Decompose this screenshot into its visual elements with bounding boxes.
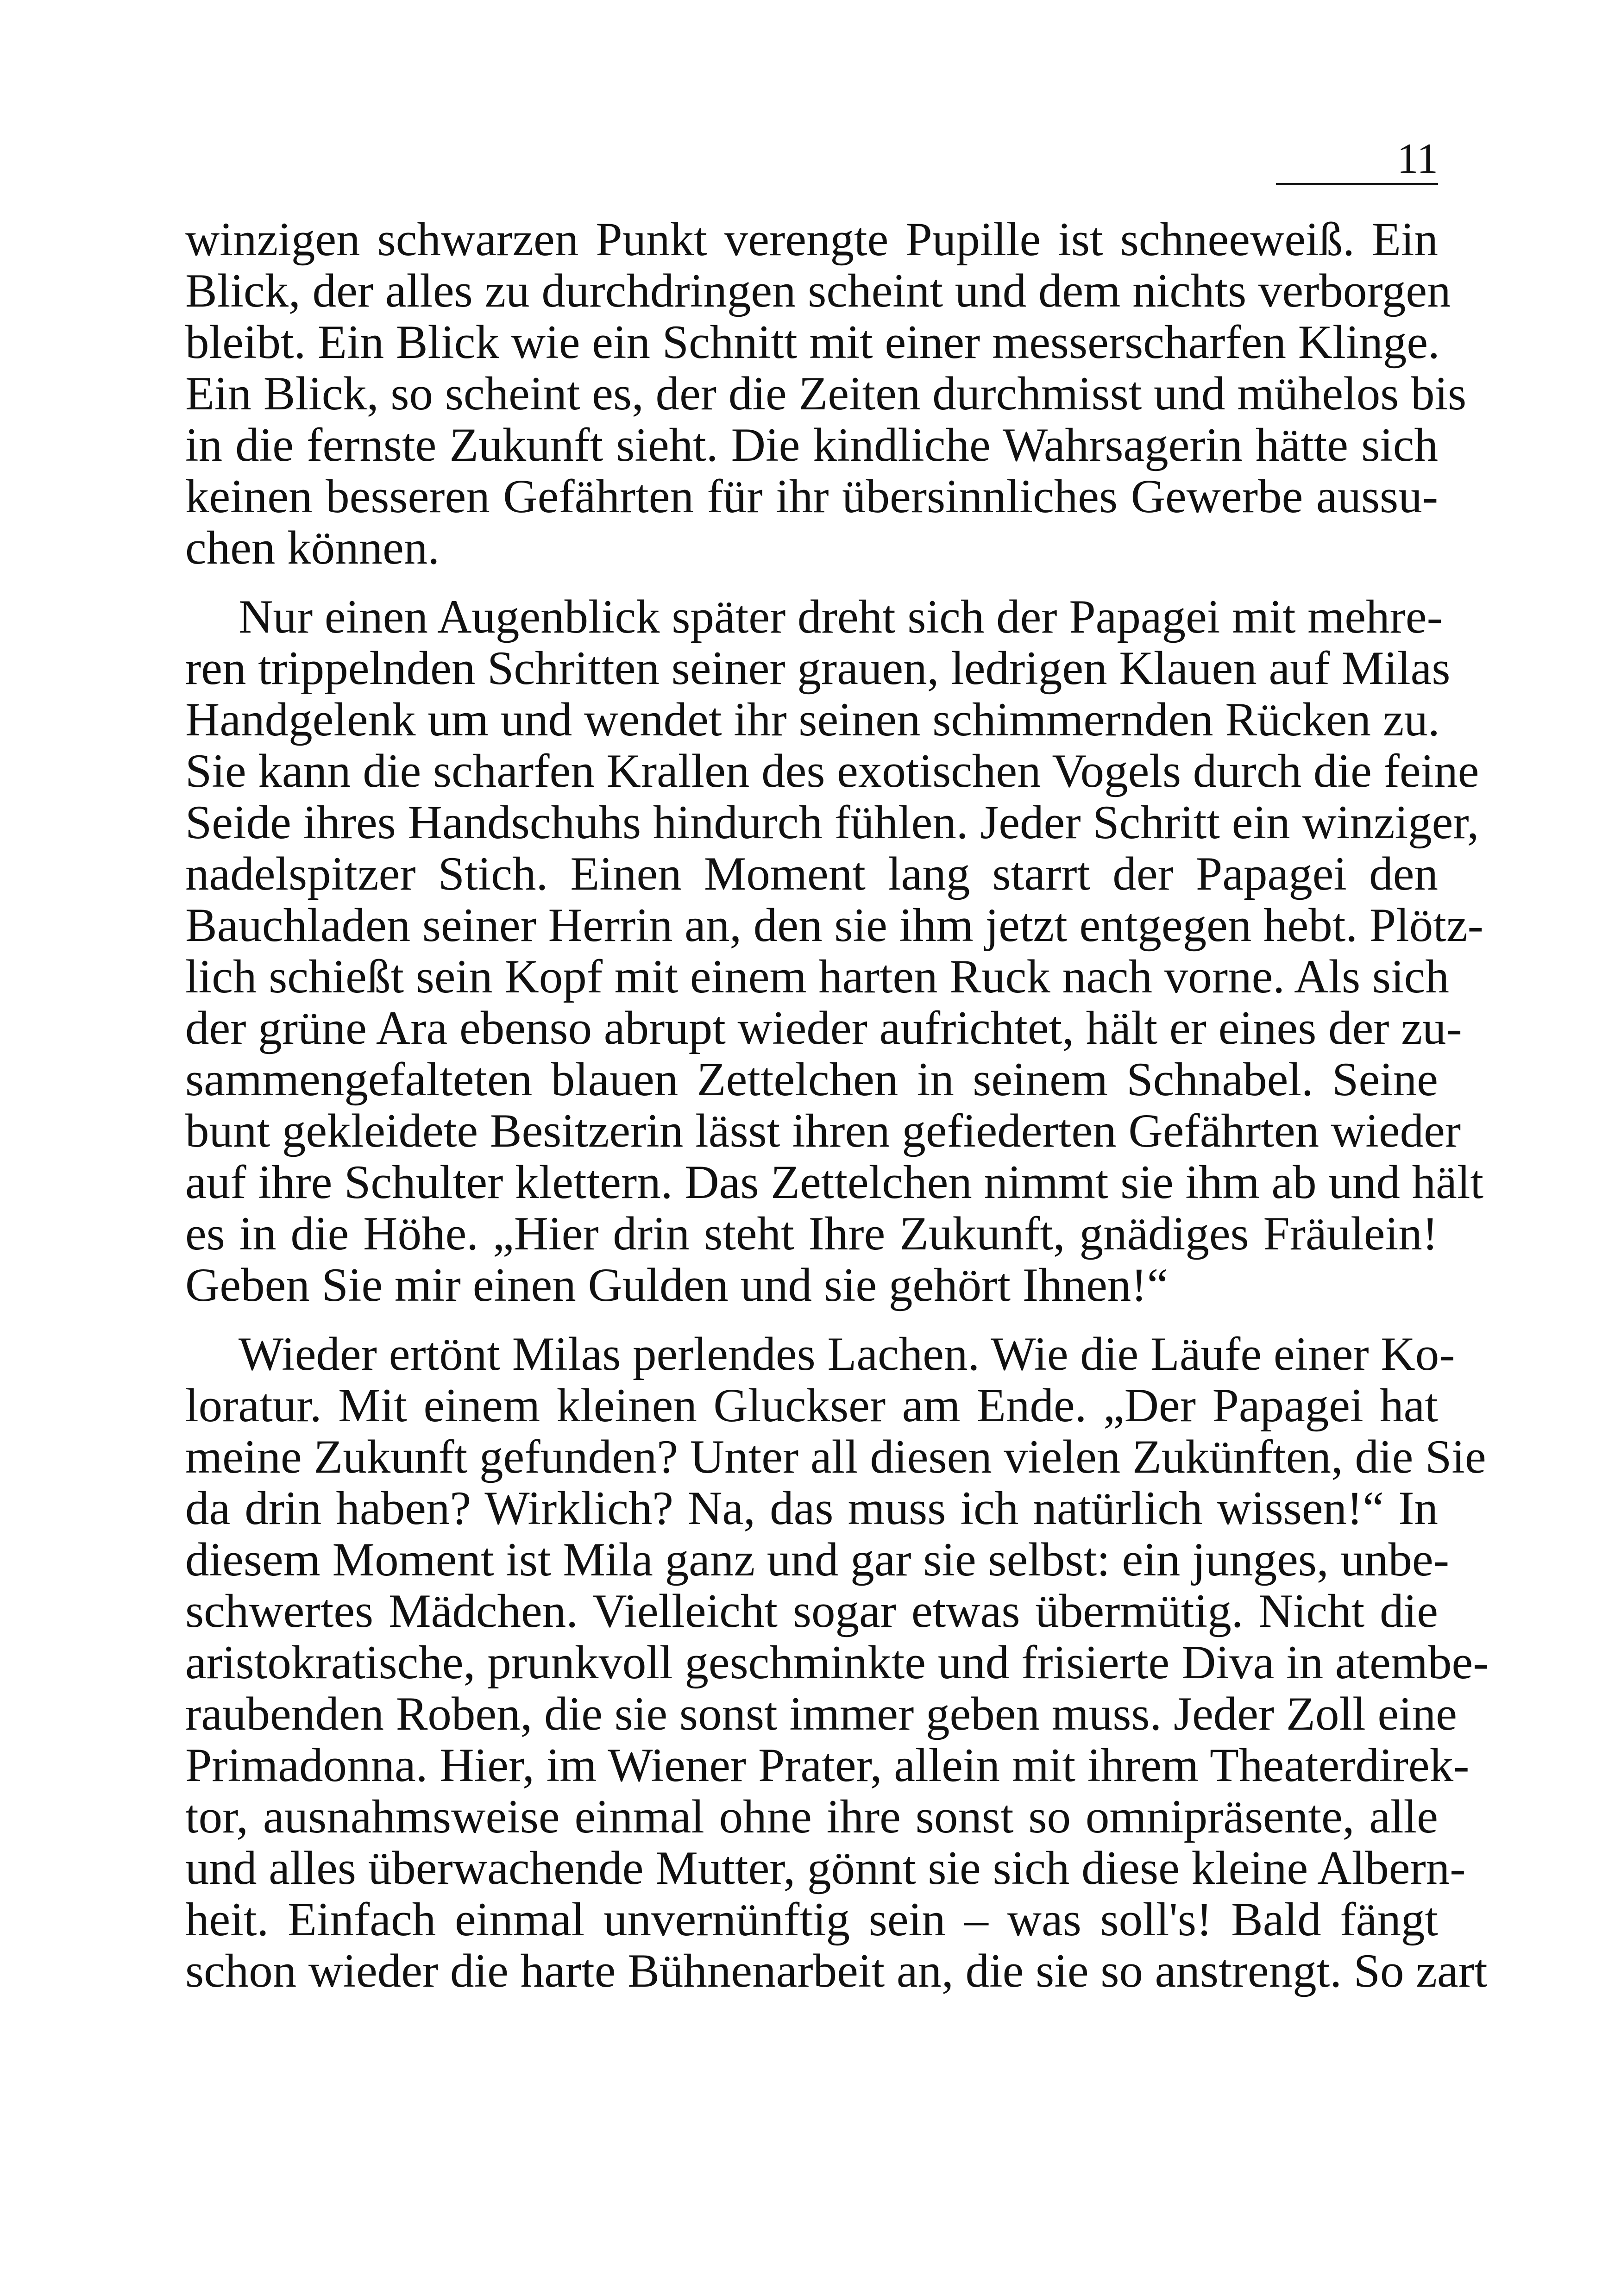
text-line: es in die Höhe. „Hier drin steht Ihre Zukunft, gnädiges Fräulein! <box>185 1207 1438 1260</box>
text-line: meine Zukunft gefunden? Unter all diesen vielen Zukünften, die Sie <box>185 1430 1486 1483</box>
text-line: nadelspitzer Stich. Einen Moment lang starrt der Papagei den <box>185 847 1438 900</box>
text-line: heit. Einfach einmal unvernünftig sein – was soll's! Bald fängt <box>185 1893 1438 1946</box>
text-line: Geben Sie mir einen Gulden und sie gehört Ihnen!“ <box>185 1259 1169 1311</box>
text-line: chen können. <box>185 521 440 574</box>
text-line: winzigen schwarzen Punkt verengte Pupille ist schneeweiß. Ein <box>185 213 1438 266</box>
body-text <box>185 213 1489 1997</box>
text-line: auf ihre Schulter klettern. Das Zettelchen nimmt sie ihm ab und hält <box>185 1156 1484 1209</box>
header-rule <box>1276 183 1438 185</box>
paragraph <box>185 590 1484 1311</box>
text-line: keinen besseren Gefährten für ihr übersinnliches Gewerbe aussu- <box>185 470 1438 523</box>
paragraph <box>185 1328 1489 1997</box>
text-line: Nur einen Augenblick später dreht sich der Papagei mit mehre- <box>239 590 1443 643</box>
text-line: tor, ausnahmsweise einmal ohne ihre sonst so omnipräsente, alle <box>185 1790 1438 1843</box>
text-line: und alles überwachende Mutter, gönnt sie sich diese kleine Albern- <box>185 1842 1466 1895</box>
text-line: Seide ihres Handschuhs hindurch fühlen. Jeder Schritt ein winziger, <box>185 796 1479 849</box>
text-line: bleibt. Ein Blick wie ein Schnitt mit einer messerscharfen Klinge. <box>185 316 1440 369</box>
text-line: Bauchladen seiner Herrin an, den sie ihm jetzt entgegen hebt. Plötz- <box>185 899 1483 952</box>
text-line: bunt gekleidete Besitzerin lässt ihren gefiederten Gefährten wieder <box>185 1104 1461 1157</box>
text-line: Blick, der alles zu durchdringen scheint und dem nichts verborgen <box>185 264 1451 317</box>
text-line: ren trippelnden Schritten seiner grauen, ledrigen Klauen auf Milas <box>185 642 1451 695</box>
page-header <box>1276 134 1438 190</box>
text-line: der grüne Ara ebenso abrupt wieder aufrichtet, hält er eines der zu- <box>185 1002 1462 1054</box>
text-line: schwertes Mädchen. Vielleicht sogar etwas übermütig. Nicht die <box>185 1585 1438 1637</box>
paragraph <box>185 213 1467 574</box>
text-line: loratur. Mit einem kleinen Gluckser am Ende. „Der Papagei hat <box>185 1379 1438 1432</box>
text-line: schon wieder die harte Bühnenarbeit an, die sie so anstrengt. So zart <box>185 1945 1488 1997</box>
text-line: Sie kann die scharfen Krallen des exotischen Vogels durch die feine <box>185 745 1479 797</box>
text-line: Ein Blick, so scheint es, der die Zeiten durchmisst und mühelos bis <box>185 367 1467 420</box>
text-line: Wieder ertönt Milas perlendes Lachen. Wie die Läufe einer Ko- <box>239 1328 1455 1380</box>
text-line: da drin haben? Wirklich? Na, das muss ich natürlich wissen!“ In <box>185 1482 1438 1535</box>
text-line: in die fernste Zukunft sieht. Die kindliche Wahrsagerin hätte sich <box>185 419 1438 471</box>
text-line: sammengefalteten blauen Zettelchen in seinem Schnabel. Seine <box>185 1053 1438 1106</box>
text-line: Primadonna. Hier, im Wiener Prater, allein mit ihrem Theaterdirek- <box>185 1739 1470 1792</box>
text-line: lich schießt sein Kopf mit einem harten Ruck nach vorne. Als sich <box>185 950 1449 1003</box>
text-line: Handgelenk um und wendet ihr seinen schimmernden Rücken zu. <box>185 693 1440 746</box>
text-line: raubenden Roben, die sie sonst immer geben muss. Jeder Zoll eine <box>185 1687 1457 1740</box>
page-number: 11 <box>1397 135 1438 182</box>
text-line: diesem Moment ist Mila ganz und gar sie selbst: ein junges, unbe- <box>185 1533 1449 1586</box>
text-line: aristokratische, prunkvoll geschminkte und frisierte Diva in atembe- <box>185 1636 1489 1689</box>
